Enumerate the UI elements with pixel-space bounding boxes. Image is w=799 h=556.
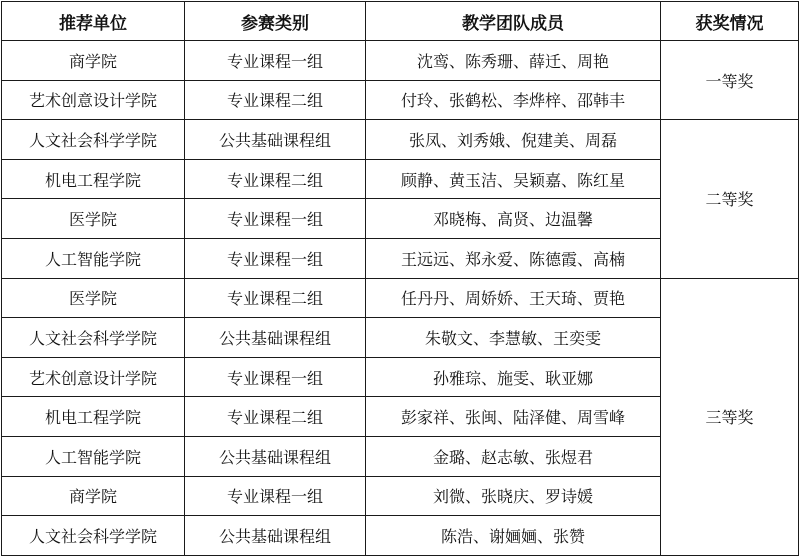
cell-members: 任丹丹、周娇娇、王天琦、贾艳 <box>366 278 661 318</box>
cell-unit: 人文社会科学学院 <box>2 120 185 160</box>
award-third-prize: 三等奖 <box>661 278 799 555</box>
cell-members: 陈浩、谢婳婳、张赞 <box>366 516 661 556</box>
cell-category: 专业课程一组 <box>185 41 366 81</box>
cell-members: 张凤、刘秀娥、倪建美、周磊 <box>366 120 661 160</box>
cell-category: 公共基础课程组 <box>185 516 366 556</box>
cell-members: 顾静、黄玉洁、吴颖嘉、陈红星 <box>366 159 661 199</box>
table-row <box>2 120 799 160</box>
cell-category: 专业课程二组 <box>185 159 366 199</box>
cell-category: 公共基础课程组 <box>185 120 366 160</box>
cell-members: 孙雅琮、施雯、耿亚娜 <box>366 357 661 397</box>
cell-unit: 商学院 <box>2 476 185 516</box>
header-category: 参赛类别 <box>185 2 366 41</box>
cell-unit: 艺术创意设计学院 <box>2 80 185 120</box>
table-row <box>2 278 799 318</box>
header-unit: 推荐单位 <box>2 2 185 41</box>
cell-unit: 医学院 <box>2 199 185 239</box>
cell-category: 专业课程一组 <box>185 357 366 397</box>
cell-members: 金璐、赵志敏、张煜君 <box>366 436 661 476</box>
cell-unit: 人文社会科学学院 <box>2 516 185 556</box>
cell-category: 专业课程一组 <box>185 476 366 516</box>
cell-members: 沈鸾、陈秀珊、薛迁、周艳 <box>366 41 661 81</box>
cell-category: 专业课程一组 <box>185 238 366 278</box>
cell-category: 公共基础课程组 <box>185 436 366 476</box>
cell-members: 王远远、郑永爱、陈德霞、高楠 <box>366 238 661 278</box>
cell-unit: 人文社会科学学院 <box>2 318 185 358</box>
table-row <box>2 41 799 81</box>
cell-category: 专业课程二组 <box>185 278 366 318</box>
cell-unit: 机电工程学院 <box>2 159 185 199</box>
cell-members: 朱敬文、李慧敏、王奕雯 <box>366 318 661 358</box>
cell-unit: 人工智能学院 <box>2 238 185 278</box>
award-first-prize: 一等奖 <box>661 41 799 120</box>
award-second-prize: 二等奖 <box>661 120 799 278</box>
cell-unit: 医学院 <box>2 278 185 318</box>
header-row <box>2 2 799 41</box>
cell-unit: 商学院 <box>2 41 185 81</box>
award-results-table <box>1 1 799 556</box>
header-members: 教学团队成员 <box>366 2 661 41</box>
cell-category: 专业课程二组 <box>185 397 366 437</box>
cell-members: 刘微、张晓庆、罗诗媛 <box>366 476 661 516</box>
cell-unit: 人工智能学院 <box>2 436 185 476</box>
header-award: 获奖情况 <box>661 2 799 41</box>
cell-category: 专业课程一组 <box>185 199 366 239</box>
cell-unit: 艺术创意设计学院 <box>2 357 185 397</box>
cell-members: 彭家祥、张闽、陆泽健、周雪峰 <box>366 397 661 437</box>
cell-category: 专业课程二组 <box>185 80 366 120</box>
cell-category: 公共基础课程组 <box>185 318 366 358</box>
cell-members: 付玲、张鹤松、李烨梓、邵韩丰 <box>366 80 661 120</box>
cell-members: 邓晓梅、高贤、边温馨 <box>366 199 661 239</box>
cell-unit: 机电工程学院 <box>2 397 185 437</box>
